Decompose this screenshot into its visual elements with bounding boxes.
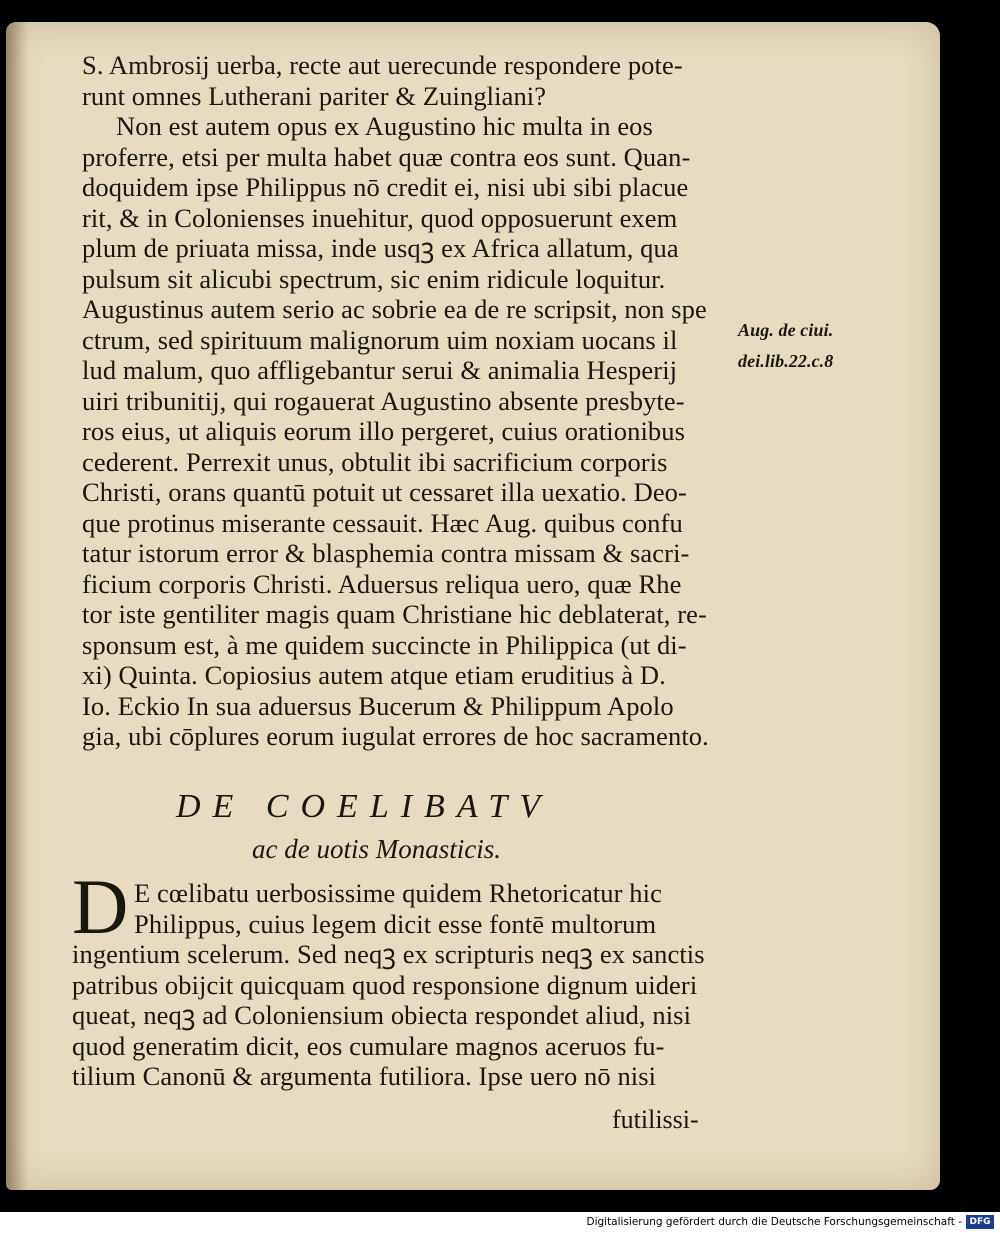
body-text (82, 50, 742, 752)
text-line: Augustinus autem serio ac sobrie ea de re scripsit, non spe (82, 294, 707, 324)
text-line: runt omnes Lutherani pariter & Zuingliani? (82, 80, 547, 111)
text-line: E cœlibatu uerbosissime quidem Rhetoricatur hic (134, 878, 662, 908)
text-line: quod generatim dicit, eos cumulare magnos aceruos fu- (72, 1030, 665, 1061)
text-line: lud malum, quo affligebantur serui & animalia Hesperij (82, 355, 678, 385)
text-line: doquidem ipse Philippus nō credit ei, nisi ubi sibi placue (82, 172, 689, 202)
funding-credit: Digitalisierung gefördert durch die Deutsche Forschungsgemeinschaft - (586, 1216, 962, 1228)
text-line: que protinus miserante cessauit. Hæc Aug. quibus confu (82, 507, 683, 538)
text-line: pulsum sit alicubi spectrum, sic enim ridicule loquitur. (82, 263, 666, 294)
text-line: Non est autem opus ex Augustino hic multa in eos (116, 111, 653, 141)
margin-note-line: dei.lib.22.c.8 (738, 350, 834, 371)
text-line: rit, & in Colonienses inuehitur, quod opposuerunt exem (82, 202, 678, 233)
text-line: ros eius, ut aliquis eorum illo pergeret, cuius orationibus (82, 416, 686, 446)
text-line: patribus obijcit quicquam quod responsione dignum uideri (72, 969, 698, 1000)
margin-note-line: Aug. de ciui. (738, 320, 834, 340)
text-line: Io. Eckio In sua aduersus Bucerum & Philippum Apolo (82, 690, 674, 721)
heading-subtitle: ac de uotis Monasticis. (252, 834, 501, 864)
text-line: tilium Canonū & argumenta futiliora. Ipse uero nō nisi (72, 1061, 657, 1091)
text-line: xi) Quinta. Copiosius autem atque etiam eruditius à D. (82, 660, 666, 690)
heading-title: DE COELIBATV (176, 788, 553, 825)
text-line: tor iste gentiliter magis quam Christiane hic deblaterat, re- (82, 599, 707, 629)
text-line: S. Ambrosij uerba, recte aut uerecunde respondere pote- (82, 50, 683, 80)
section-text (72, 863, 732, 1092)
text-line: ingentium scelerum. Sed neqꝫ ex scripturis neqꝫ ex sanctis (72, 939, 705, 969)
text-line: Philippus, cuius legem dicit esse fontē multorum (134, 908, 657, 939)
text-line: uiri tribunitij, qui rogauerat Augustino absente presbyte- (82, 385, 685, 416)
text-line: tatur istorum error & blasphemia contra missam & sacri- (82, 538, 690, 568)
text-line: gia, ubi cōplures eorum iugulat errores de hoc sacramento. (82, 721, 709, 751)
text-line: plum de priuata missa, inde usqꝫ ex Africa allatum, qua (82, 233, 679, 263)
text-line: cederent. Perrexit unus, obtulit ibi sacrificium corporis (82, 446, 668, 477)
text-line: proferre, etsi per multa habet quæ contra eos sunt. Quan- (82, 141, 691, 172)
text-line: ctrum, sed spirituum malignorum uim noxiam uocans il (82, 324, 678, 355)
text-line: ficium corporis Christi. Aduersus reliqua uero, quæ Rhe (82, 568, 682, 599)
text-line: sponsum est, à me quidem succincte in Philippica (ut di- (82, 629, 687, 660)
catchword: futilissi- (612, 1105, 699, 1134)
drop-cap: D (72, 863, 129, 950)
section-heading (176, 785, 776, 869)
text-line: queat, neqꝫ ad Coloniensium obiecta respondet aliud, nisi (72, 1000, 692, 1030)
page-gutter-shadow (6, 22, 28, 1190)
margin-note (738, 315, 888, 376)
text-line: Christi, orans quantū potuit ut cessaret illa uexatio. Deo- (82, 477, 687, 507)
dfg-logo: DFG (966, 1215, 994, 1229)
footer-bar (0, 1212, 1000, 1233)
